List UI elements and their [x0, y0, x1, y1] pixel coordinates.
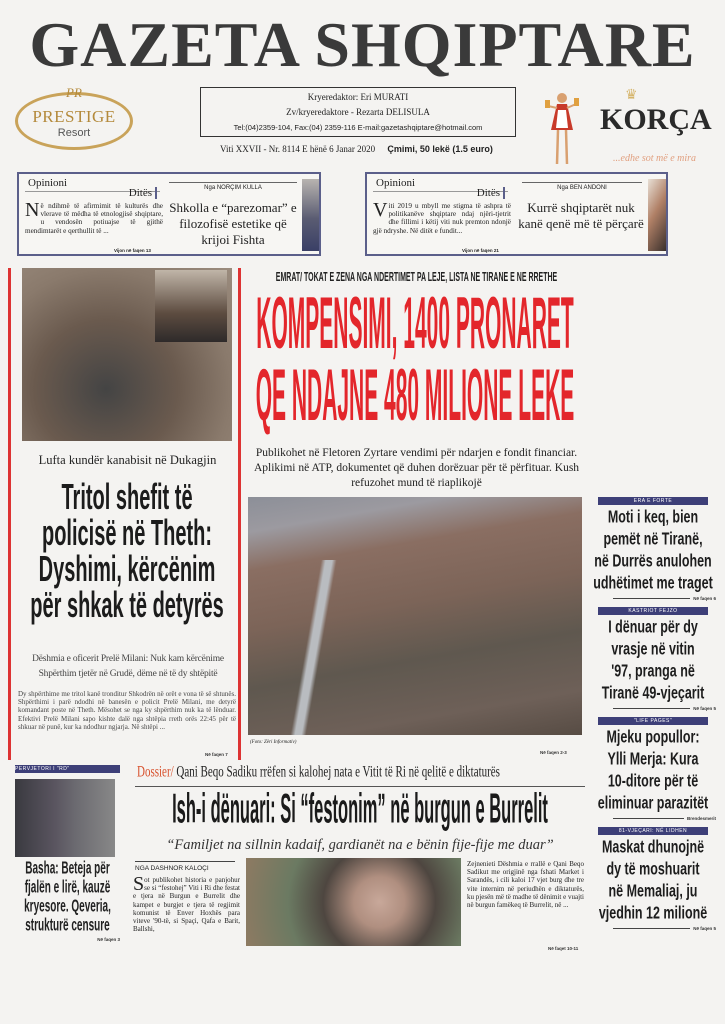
headline-line: pemët në Tiranë,	[603, 529, 703, 549]
opinion-label: Opinioni	[28, 177, 68, 189]
section-band: "LIFE PAGES"	[598, 717, 708, 725]
headline-line: Mjeku popullor:	[606, 727, 700, 747]
section-band: PERVJETORI I "RD"	[15, 765, 120, 773]
anniversary-story[interactable]	[15, 765, 120, 942]
opinion-excerpt: Në ndihmë të afirmimit të kulturës dhe vlerave të mëdha të etnologjisë shqiptare, u vendosën potiuajse të gjithë mendimtarët e qerthullit të ...	[25, 199, 163, 235]
right-column	[588, 497, 718, 934]
dossier-label: Dossier/	[137, 764, 174, 781]
continued-link[interactable]: Në faqen 3	[97, 937, 120, 942]
headline-line: QE NDAJNE 480 MILIONE LEKE	[255, 357, 575, 438]
deputy-editor-line: Zv/kryeredaktore - Rezarta DELISULA	[286, 107, 430, 117]
continued-link[interactable]: Në faqen 7	[205, 752, 228, 757]
ad-logo-pr: PR	[66, 85, 82, 100]
left-story-deck	[18, 652, 238, 682]
column-rule	[238, 268, 241, 760]
dossier-body: Sot publikohet historia e panjohur se si “festohej” Viti i Ri dhe festat e tjera në Burgun e Burrelit dhe kampet e burgjet e tjera të regjimit komunist të Enver Hoxhës para viteve '90-të, si Spaçi, Qafa e Barit, Ballshi,	[133, 873, 240, 934]
korca-beer-ad[interactable]	[535, 85, 720, 170]
deck-line: Shpërthim tjetër në Grudë, dëme në të dy shtëpitë	[38, 669, 218, 679]
headline-line: '97, pranga në	[611, 661, 695, 681]
author-photo	[302, 179, 319, 251]
side-story[interactable]	[588, 827, 718, 934]
opinion-box-1[interactable]	[17, 172, 321, 256]
editor-line: Kryeredaktor: Eri MURATI	[307, 92, 409, 102]
opinion-label-day: Ditës	[477, 187, 505, 199]
dossier-kicker	[137, 764, 500, 781]
contact-line: Tel:(04)2359-104, Fax:(04) 2359-116 E-mail:gazetashqiptare@hotmail.com	[233, 123, 483, 132]
headline-line: për shkak të detyrës	[30, 586, 224, 626]
opinion-title[interactable]: Shkolla e “parezomar” e filozofisë estetike që krijoi Fishta	[169, 200, 297, 247]
side-story[interactable]	[588, 717, 718, 824]
section-band: ERA E FORTE	[598, 497, 708, 505]
headline-line: kryesore. Qeveria,	[24, 897, 111, 917]
qani-sadiku-photo	[246, 858, 461, 946]
column-rule	[8, 268, 11, 760]
side-story[interactable]	[588, 607, 718, 714]
officer-photo	[155, 270, 227, 342]
headline-line: udhëtimet me traget	[593, 573, 713, 593]
deck-line: Dëshmia e oficerit Prelë Milani: Nuk kam kërcënime	[32, 654, 224, 664]
continued-link[interactable]: Në faqen 5	[690, 926, 716, 931]
headline-line: dy të moshuarit	[606, 859, 700, 879]
left-story-kicker: Lufta kundër kanabisit në Dukagjin	[38, 453, 217, 467]
price: Çmimi, 50 lekë (1.5 euro)	[387, 144, 493, 154]
left-story-body: Dy shpërthime me tritol kanë tronditur Shkodrën në orët e vona të së shtunës. Shpërthimi i parë ndodhi në banesën e policit Prelë Milani, me detyrë komandant poste në Theth. Mësohet se nga ky shpërthim nuk ka të lënduar. Efektivi Prelë Milani sapo kishte dalë nga shtëpia rreth orës 22:45 për të shkuar në punë, kur ka ndodhur ngjarja. Në shtëpi ...	[18, 690, 236, 731]
headline-text: Ish-i dënuari: Si “festonim” në burgun e Burrelit	[172, 787, 548, 833]
headline-line: fjalën e lirë, kauzë	[24, 878, 111, 898]
dossier-body: Zejnenieti Dëshmia e rrallë e Qani Beqo Sadikut me origjinë nga fshati Market i Sarandës, i cili kaloi 17 vjet burg dhe tre vite internim në periudhën e diktaturës, ku pjesën më të madhe të dënimit e vuajti në burgun famëkeq të Burrelit, në ...	[467, 860, 584, 910]
headline-line: në Durrës anulohen	[594, 551, 712, 571]
dossier-byline: NGA DASHNOR KALOÇI	[135, 861, 235, 872]
opinion-author: Nga NORÇIM KULLA	[169, 182, 297, 191]
prestige-resort-ad[interactable]	[15, 85, 133, 150]
opinion-excerpt: Viti 2019 u mbyll me stigma të ashpra të politikanëve shqiptare ndaj njëri-tjetrit dhe fillimi i këtij viti nuk premton ndonjë gjë ndryshe. Në ditët e fundit...	[373, 199, 511, 235]
continued-link[interactable]: Brendesmerit	[684, 816, 716, 821]
headline-line: KOMPENSIMI, 1400 PRONARET	[256, 285, 574, 366]
main-story-deck: Publikohet në Fletoren Zyrtare vendimi për ndarjen e fondit financiar. Aplikimi në ATP, dokumentet që duhen dorëzuar për të përfituar. Kush refuzohet mund të riaplikojë	[253, 447, 580, 489]
continued-link[interactable]: Vijon në faqen 13	[114, 248, 151, 253]
left-story-headline[interactable]	[18, 480, 236, 624]
headline-line: Basha: Beteja për	[25, 859, 110, 879]
main-headline[interactable]	[248, 285, 582, 438]
continued-link[interactable]: Në faqen 2-3	[540, 750, 567, 755]
crown-icon: ♛	[625, 88, 638, 103]
author-photo	[648, 179, 666, 251]
waitress-illustration-icon	[545, 90, 579, 168]
opinion-label-day: Ditës	[129, 187, 157, 199]
continued-link[interactable]: Vijon në faqen 21	[462, 248, 499, 253]
main-story-kicker	[244, 272, 589, 285]
ad-logo-sub: Resort	[57, 127, 91, 139]
headline-line: në Memaliaj, ju	[608, 881, 698, 901]
opinion-box-2[interactable]	[365, 172, 668, 256]
korca-brand: KORÇA	[600, 103, 712, 136]
dateline	[220, 144, 493, 154]
headline-line: Dyshimi, kërcënim	[38, 550, 216, 590]
editorial-info-box	[200, 87, 516, 137]
headline-line: Tritol shefit të	[61, 478, 193, 518]
headline-line: Ylli Merja: Kura	[607, 749, 699, 769]
continued-link[interactable]: Në faqen 5	[690, 706, 716, 711]
headline-line: strukturë censure	[25, 916, 110, 936]
continued-link[interactable]: Në faqen 6	[690, 596, 716, 601]
dossier-quote: “Familjet na sillnin kadaif, gardianët na e bënin fije-fije me duar”	[166, 837, 554, 853]
section-band: KASTRIOT FEJZO	[598, 607, 708, 615]
headline-line: vrasje në vitin	[611, 639, 695, 659]
section-band: 81-VJEÇARI: NË LIDHEN	[598, 827, 708, 835]
opinion-author: Nga BEN ANDONI	[522, 182, 642, 191]
photo-credit: (Foto: Zëri Informativ)	[250, 740, 297, 745]
headline-line: eliminuar parazitët	[597, 793, 709, 813]
dossier-headline[interactable]	[135, 787, 585, 833]
opinion-label: Opinioni	[376, 177, 416, 189]
issue-info: Viti XXVII - Nr. 8114 E hënë 6 Janar 2020	[220, 144, 376, 154]
river-in-photo	[285, 560, 345, 735]
kicker-text: EMRAT/ TOKAT E ZENA NGA NDERTIMET PA LEJE, LISTA NE TIRANE E NE RRETHE	[275, 272, 558, 285]
headline-line: policisë në Theth:	[41, 514, 213, 554]
headline-line: Moti i keq, bien	[607, 507, 699, 527]
headline-line: Maskat dhunojnë	[601, 837, 705, 857]
opinion-title[interactable]: Kurrë shqiptarët nuk kanë qenë më të përçarë	[518, 200, 644, 231]
side-story[interactable]	[588, 497, 718, 604]
headline-line: vjedhin 12 milionë	[598, 903, 708, 923]
headline-line: Tiranë 49-vjeçarit	[601, 683, 705, 703]
korca-tagline: ...edhe sot më e mira	[613, 153, 697, 164]
basha-photo	[15, 779, 115, 857]
dossier-kicker-text: Qani Beqo Sadiku rrëfen si kalohej nata e Vitit të Ri në qelitë e diktaturës	[176, 764, 500, 781]
headline-line: I dënuar për dy	[608, 617, 698, 637]
ad-logo-name: PRESTIGE	[32, 107, 116, 126]
masthead-title: GAZETA SHQIPTARE	[29, 9, 696, 80]
continued-link[interactable]: Në faqet 10-11	[548, 946, 579, 951]
headline-line: 10-ditore për të	[607, 771, 699, 791]
